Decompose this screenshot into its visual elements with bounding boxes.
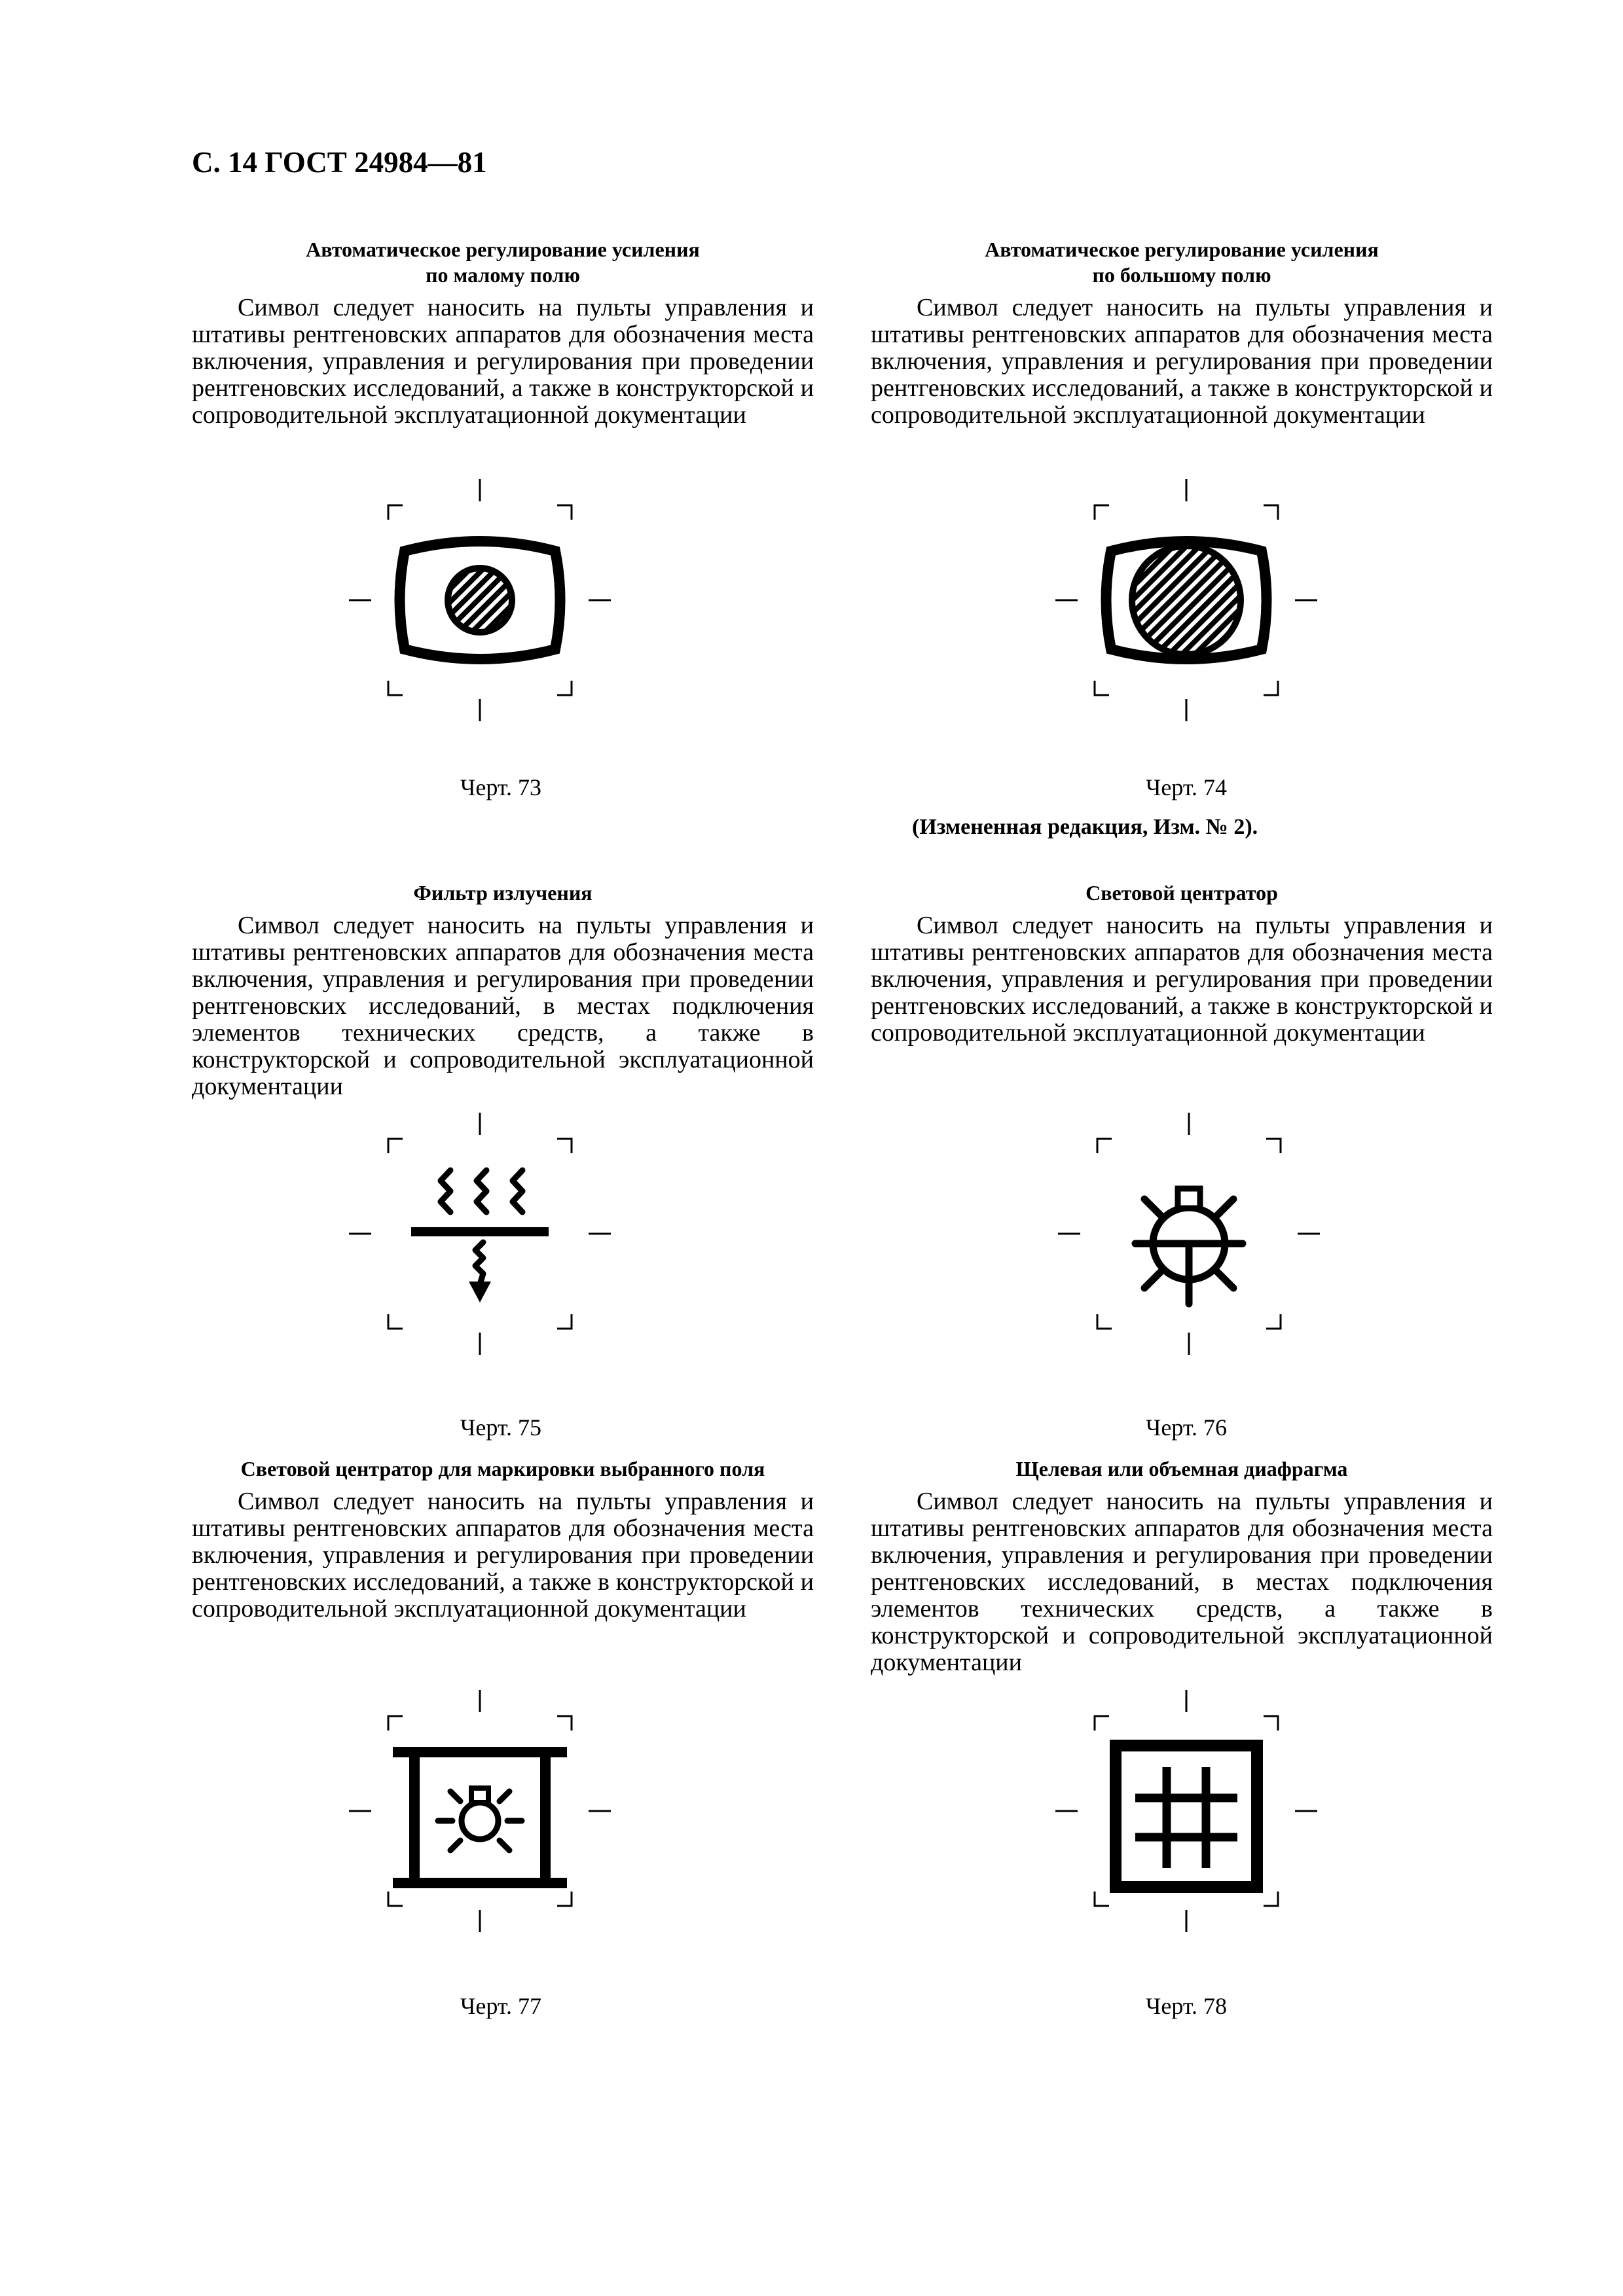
section-slit-diaphragm [871, 1456, 1493, 1676]
figure-caption: Черт. 78 [1146, 1993, 1227, 2019]
light-centering-icon [1058, 1113, 1320, 1355]
figure-caption: Черт. 73 [460, 774, 541, 800]
title-line: Световой центратор для маркировки выбранного поля [240, 1457, 765, 1480]
section-radiation-filter [192, 880, 814, 1100]
title-line: Фильтр излучения [413, 881, 593, 905]
figure-caption: Черт. 76 [1146, 1414, 1227, 1441]
title-line: Щелевая или объемная диафрагма [1015, 1457, 1348, 1480]
section-body: Символ следует наносить на пульты управления и штативы рентгеновских аппаратов для обозначения места включения, управления и регулирования при проведении рентгеновских исследований, а также в конструкторской и сопроводительной эксплуатационной документации [192, 1488, 814, 1623]
figure-caption: Черт. 75 [460, 1414, 541, 1441]
revision-note: (Измененная редакция, Изм. № 2). [912, 815, 1258, 839]
section-body: Символ следует наносить на пульты управления и штативы рентгеновских аппаратов для обозначения места включения, управления и регулирования при проведении рентгеновских исследований, а также в конструкторской и сопроводительной эксплуатационной документации [871, 912, 1493, 1047]
small-field-agc-icon [349, 479, 611, 721]
section-title [192, 880, 814, 906]
section-small-field-agc [192, 237, 814, 429]
section-body: Символ следует наносить на пульты управления и штативы рентгеновских аппаратов для обозначения места включения, управления и регулирования при проведении рентгеновских исследований, в местах подключения элементов технических средств, а также в конструкторской и сопроводительной эксплуатационной документации [192, 912, 814, 1100]
title-line: по большому полю [1092, 263, 1271, 287]
section-light-centering [871, 880, 1493, 1047]
page-header: С. 14 ГОСТ 24984—81 [192, 146, 487, 179]
section-body: Символ следует наносить на пульты управления и штативы рентгеновских аппаратов для обозначения места включения, управления и регулирования при проведении рентгеновских исследований, в местах подключения элементов технических средств, а также в конструкторской и сопроводительной эксплуатационной документации [871, 1488, 1493, 1676]
figure-caption: Черт. 77 [460, 1993, 541, 2019]
section-large-field-agc [871, 237, 1493, 429]
radiation-filter-icon [349, 1113, 611, 1355]
section-title [192, 1456, 814, 1482]
section-body: Символ следует наносить на пульты управления и штативы рентгеновских аппаратов для обозначения места включения, управления и регулирования при проведении рентгеновских исследований, а также в конструкторской и сопроводительной эксплуатационной документации [871, 294, 1493, 429]
figure-caption: Черт. 74 [1146, 774, 1227, 800]
slit-diaphragm-icon [1055, 1690, 1317, 1932]
title-line: Световой центратор [1085, 881, 1278, 905]
section-body: Символ следует наносить на пульты управления и штативы рентгеновских аппаратов для обозначения места включения, управления и регулирования при проведении рентгеновских исследований, а также в конструкторской и сопроводительной эксплуатационной документации [192, 294, 814, 429]
title-line: по малому полю [426, 263, 580, 287]
section-title [871, 237, 1493, 288]
title-line: Автоматическое регулирование усиления [306, 238, 700, 261]
section-title [871, 1456, 1493, 1482]
light-field-marker-icon [349, 1690, 611, 1932]
section-title [192, 237, 814, 288]
title-line: Автоматическое регулирование усиления [985, 238, 1379, 261]
section-title [871, 880, 1493, 906]
large-field-agc-icon [1055, 479, 1317, 721]
section-light-field-marker [192, 1456, 814, 1623]
